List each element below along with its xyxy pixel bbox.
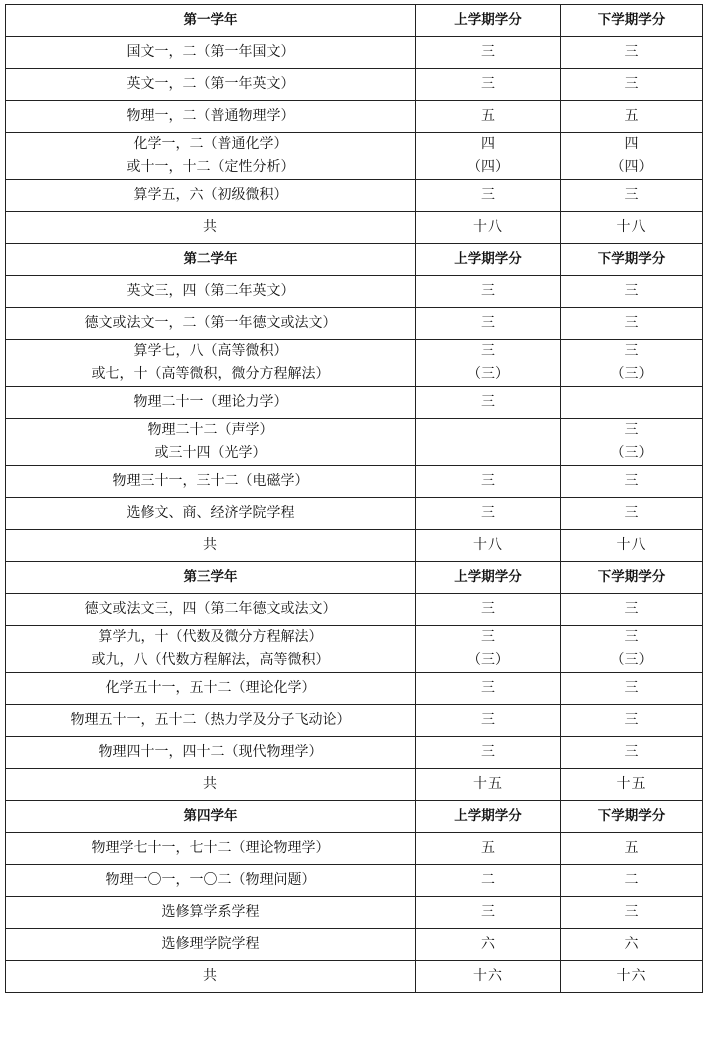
first-term-credits-line: 三 [481,629,495,645]
course-name-line: 德文或法文三，四（第二年德文或法文） [84,601,337,617]
second-term-credits [561,929,703,961]
total-row [6,530,703,562]
course-name [6,897,416,929]
first-term-credits [416,466,561,498]
second-term-credits-line: 五 [624,108,639,124]
total-first-term: 十八 [416,530,561,562]
course-row [6,865,703,897]
first-term-credits [416,737,561,769]
first-term-credits-header: 上学期学分 [416,5,561,37]
course-name-line: 算学七，八（高等微积） [133,343,288,359]
total-first-term: 十八 [416,212,561,244]
first-term-credits-line: 三 [481,680,495,696]
first-term-credits [416,308,561,340]
second-term-credits [561,180,703,212]
first-term-credits-line: 三 [481,473,495,489]
course-name [6,466,416,498]
course-row [6,897,703,929]
course-name-line: 物理三十一，三十二（电磁学） [112,473,309,489]
course-row [6,929,703,961]
second-term-credits-line: 三 [624,505,639,521]
course-name-line: 物理四十一，四十二（现代物理学） [98,744,323,760]
year-title: 第一学年 [6,5,416,37]
first-term-credits [416,133,561,180]
total-first-term: 十五 [416,769,561,801]
total-label: 共 [6,961,416,993]
course-row [6,308,703,340]
second-term-credits-line: 三 [624,283,639,299]
second-term-credits-line: 六 [624,936,639,952]
second-term-credits-header: 下学期学分 [561,562,703,594]
first-term-credits-line: 三 [481,712,495,728]
course-row [6,340,703,387]
first-term-credits-line: 三 [481,904,495,920]
curriculum-table [5,4,703,993]
course-name [6,673,416,705]
first-term-credits [416,387,561,419]
first-term-credits [416,594,561,626]
total-second-term: 十八 [561,212,703,244]
second-term-credits [561,69,703,101]
first-term-credits [416,929,561,961]
course-name [6,69,416,101]
course-name [6,626,416,673]
course-row [6,466,703,498]
course-name-line: 选修文、商、经济学院学程 [126,505,295,521]
first-term-credits [416,37,561,69]
first-term-credits [416,340,561,387]
first-term-credits [416,705,561,737]
first-term-credits-line: 二 [481,872,495,888]
course-name [6,705,416,737]
course-name-line: 物理一，二（普通物理学） [126,108,295,124]
second-term-credits-line: 三 [624,601,639,617]
total-second-term: 十六 [561,961,703,993]
course-name-line: 物理二十一（理论力学） [133,394,288,410]
second-term-credits [561,419,703,466]
course-name [6,865,416,897]
second-term-credits-line: （三） [610,445,653,461]
course-name-line: 物理五十一，五十二（热力学及分子飞动论） [70,712,351,728]
course-name-line: 算学五，六（初级微积） [133,187,288,203]
total-row [6,961,703,993]
first-term-credits-line: （三） [467,652,509,668]
first-term-credits-line: 三 [481,505,495,521]
course-name-line: 或十一，十二（定性分析） [126,159,295,175]
second-term-credits-line: 五 [624,840,639,856]
course-row [6,69,703,101]
course-name-line: 英文三，四（第二年英文） [126,283,295,299]
second-term-credits [561,865,703,897]
first-term-credits-line: 三 [481,343,495,359]
second-term-credits [561,737,703,769]
course-row [6,37,703,69]
first-term-credits-line: 四 [481,136,495,152]
second-term-credits-line: 三 [624,904,639,920]
total-second-term: 十八 [561,530,703,562]
first-term-credits-line: 三 [481,283,495,299]
course-name [6,276,416,308]
second-term-credits [561,498,703,530]
course-name-line: 化学一，二（普通化学） [133,136,288,152]
course-name-line: 英文一，二（第一年英文） [126,76,295,92]
first-term-credits-line: 三 [481,601,495,617]
course-row [6,276,703,308]
first-term-credits [416,833,561,865]
course-row [6,498,703,530]
course-name-line: 或七，十（高等微积，微分方程解法） [91,366,330,382]
curriculum-table-body [6,5,703,993]
course-row [6,626,703,673]
second-term-credits-header: 下学期学分 [561,5,703,37]
first-term-credits [416,498,561,530]
course-name [6,833,416,865]
total-label: 共 [6,769,416,801]
second-term-credits [561,705,703,737]
first-term-credits [416,69,561,101]
first-term-credits-line: 五 [481,840,495,856]
year-title: 第二学年 [6,244,416,276]
first-term-credits-line: 三 [481,315,495,331]
course-name [6,387,416,419]
course-name-line: 国文一，二（第一年国文） [126,44,295,60]
course-name [6,340,416,387]
second-term-credits [561,37,703,69]
course-name [6,180,416,212]
year-header-row [6,562,703,594]
second-term-credits-line: 三 [624,712,639,728]
first-term-credits-line: 三 [481,744,495,760]
course-name-line: 选修算学系学程 [161,904,260,920]
total-label: 共 [6,530,416,562]
second-term-credits [561,340,703,387]
course-name [6,101,416,133]
first-term-credits-line: 三 [481,394,495,410]
second-term-credits-line: 三 [624,422,639,438]
second-term-credits [561,626,703,673]
second-term-credits-header: 下学期学分 [561,801,703,833]
first-term-credits [416,180,561,212]
total-row [6,769,703,801]
course-name [6,37,416,69]
year-header-row [6,5,703,37]
second-term-credits [561,133,703,180]
first-term-credits [416,673,561,705]
first-term-credits [416,626,561,673]
course-row [6,133,703,180]
first-term-credits-line: 六 [481,936,495,952]
first-term-credits-line: （四） [467,159,509,175]
second-term-credits [561,897,703,929]
course-name [6,133,416,180]
course-name [6,737,416,769]
second-term-credits [561,387,703,419]
first-term-credits-header: 上学期学分 [416,244,561,276]
second-term-credits-line: （三） [610,366,653,382]
course-row [6,705,703,737]
course-name-line: 物理学七十一，七十二（理论物理学） [91,840,330,856]
second-term-credits-line: 三 [624,44,639,60]
course-row [6,737,703,769]
second-term-credits-line: 三 [624,629,639,645]
course-row [6,594,703,626]
course-name [6,308,416,340]
first-term-credits-line: （三） [467,366,509,382]
year-title: 第三学年 [6,562,416,594]
second-term-credits [561,308,703,340]
course-name-line: 物理一〇一，一〇二（物理问题） [105,872,316,888]
course-name-line: 物理二十二（声学） [147,422,274,438]
first-term-credits [416,276,561,308]
second-term-credits [561,101,703,133]
second-term-credits-line: 二 [624,872,639,888]
second-term-credits [561,833,703,865]
course-name-line: 化学五十一，五十二（理论化学） [105,680,316,696]
course-row [6,419,703,466]
course-name [6,594,416,626]
course-row [6,180,703,212]
first-term-credits [416,101,561,133]
total-first-term: 十六 [416,961,561,993]
course-name-line: 或九，八（代数方程解法，高等微积） [91,652,330,668]
second-term-credits-header: 下学期学分 [561,244,703,276]
first-term-credits-line: 三 [481,187,495,203]
total-label: 共 [6,212,416,244]
course-row [6,673,703,705]
second-term-credits-line: 三 [624,76,639,92]
total-second-term: 十五 [561,769,703,801]
second-term-credits [561,594,703,626]
course-row [6,833,703,865]
total-row [6,212,703,244]
second-term-credits [561,276,703,308]
course-name [6,498,416,530]
course-row [6,101,703,133]
second-term-credits [561,673,703,705]
second-term-credits-line: 三 [624,343,639,359]
first-term-credits [416,865,561,897]
second-term-credits-line: 三 [624,187,639,203]
course-name-line: 德文或法文一，二（第一年德文或法文） [84,315,337,331]
second-term-credits-line: 三 [624,315,639,331]
year-title: 第四学年 [6,801,416,833]
course-row [6,387,703,419]
course-name [6,929,416,961]
course-name-line: 算学九，十（代数及微分方程解法） [98,629,323,645]
year-header-row [6,244,703,276]
first-term-credits [416,897,561,929]
second-term-credits-line: 三 [624,744,639,760]
first-term-credits [416,419,561,466]
first-term-credits-line: 五 [481,108,495,124]
first-term-credits-header: 上学期学分 [416,801,561,833]
second-term-credits-line: （四） [610,159,653,175]
year-header-row [6,801,703,833]
second-term-credits-line: 三 [624,473,639,489]
second-term-credits-line: 三 [624,680,639,696]
course-name-line: 选修理学院学程 [161,936,260,952]
course-name-line: 或三十四（光学） [154,445,267,461]
course-name [6,419,416,466]
first-term-credits-header: 上学期学分 [416,562,561,594]
second-term-credits [561,466,703,498]
first-term-credits-line: 三 [481,76,495,92]
first-term-credits-line: 三 [481,44,495,60]
second-term-credits-line: 四 [624,136,639,152]
second-term-credits-line: （三） [610,652,653,668]
